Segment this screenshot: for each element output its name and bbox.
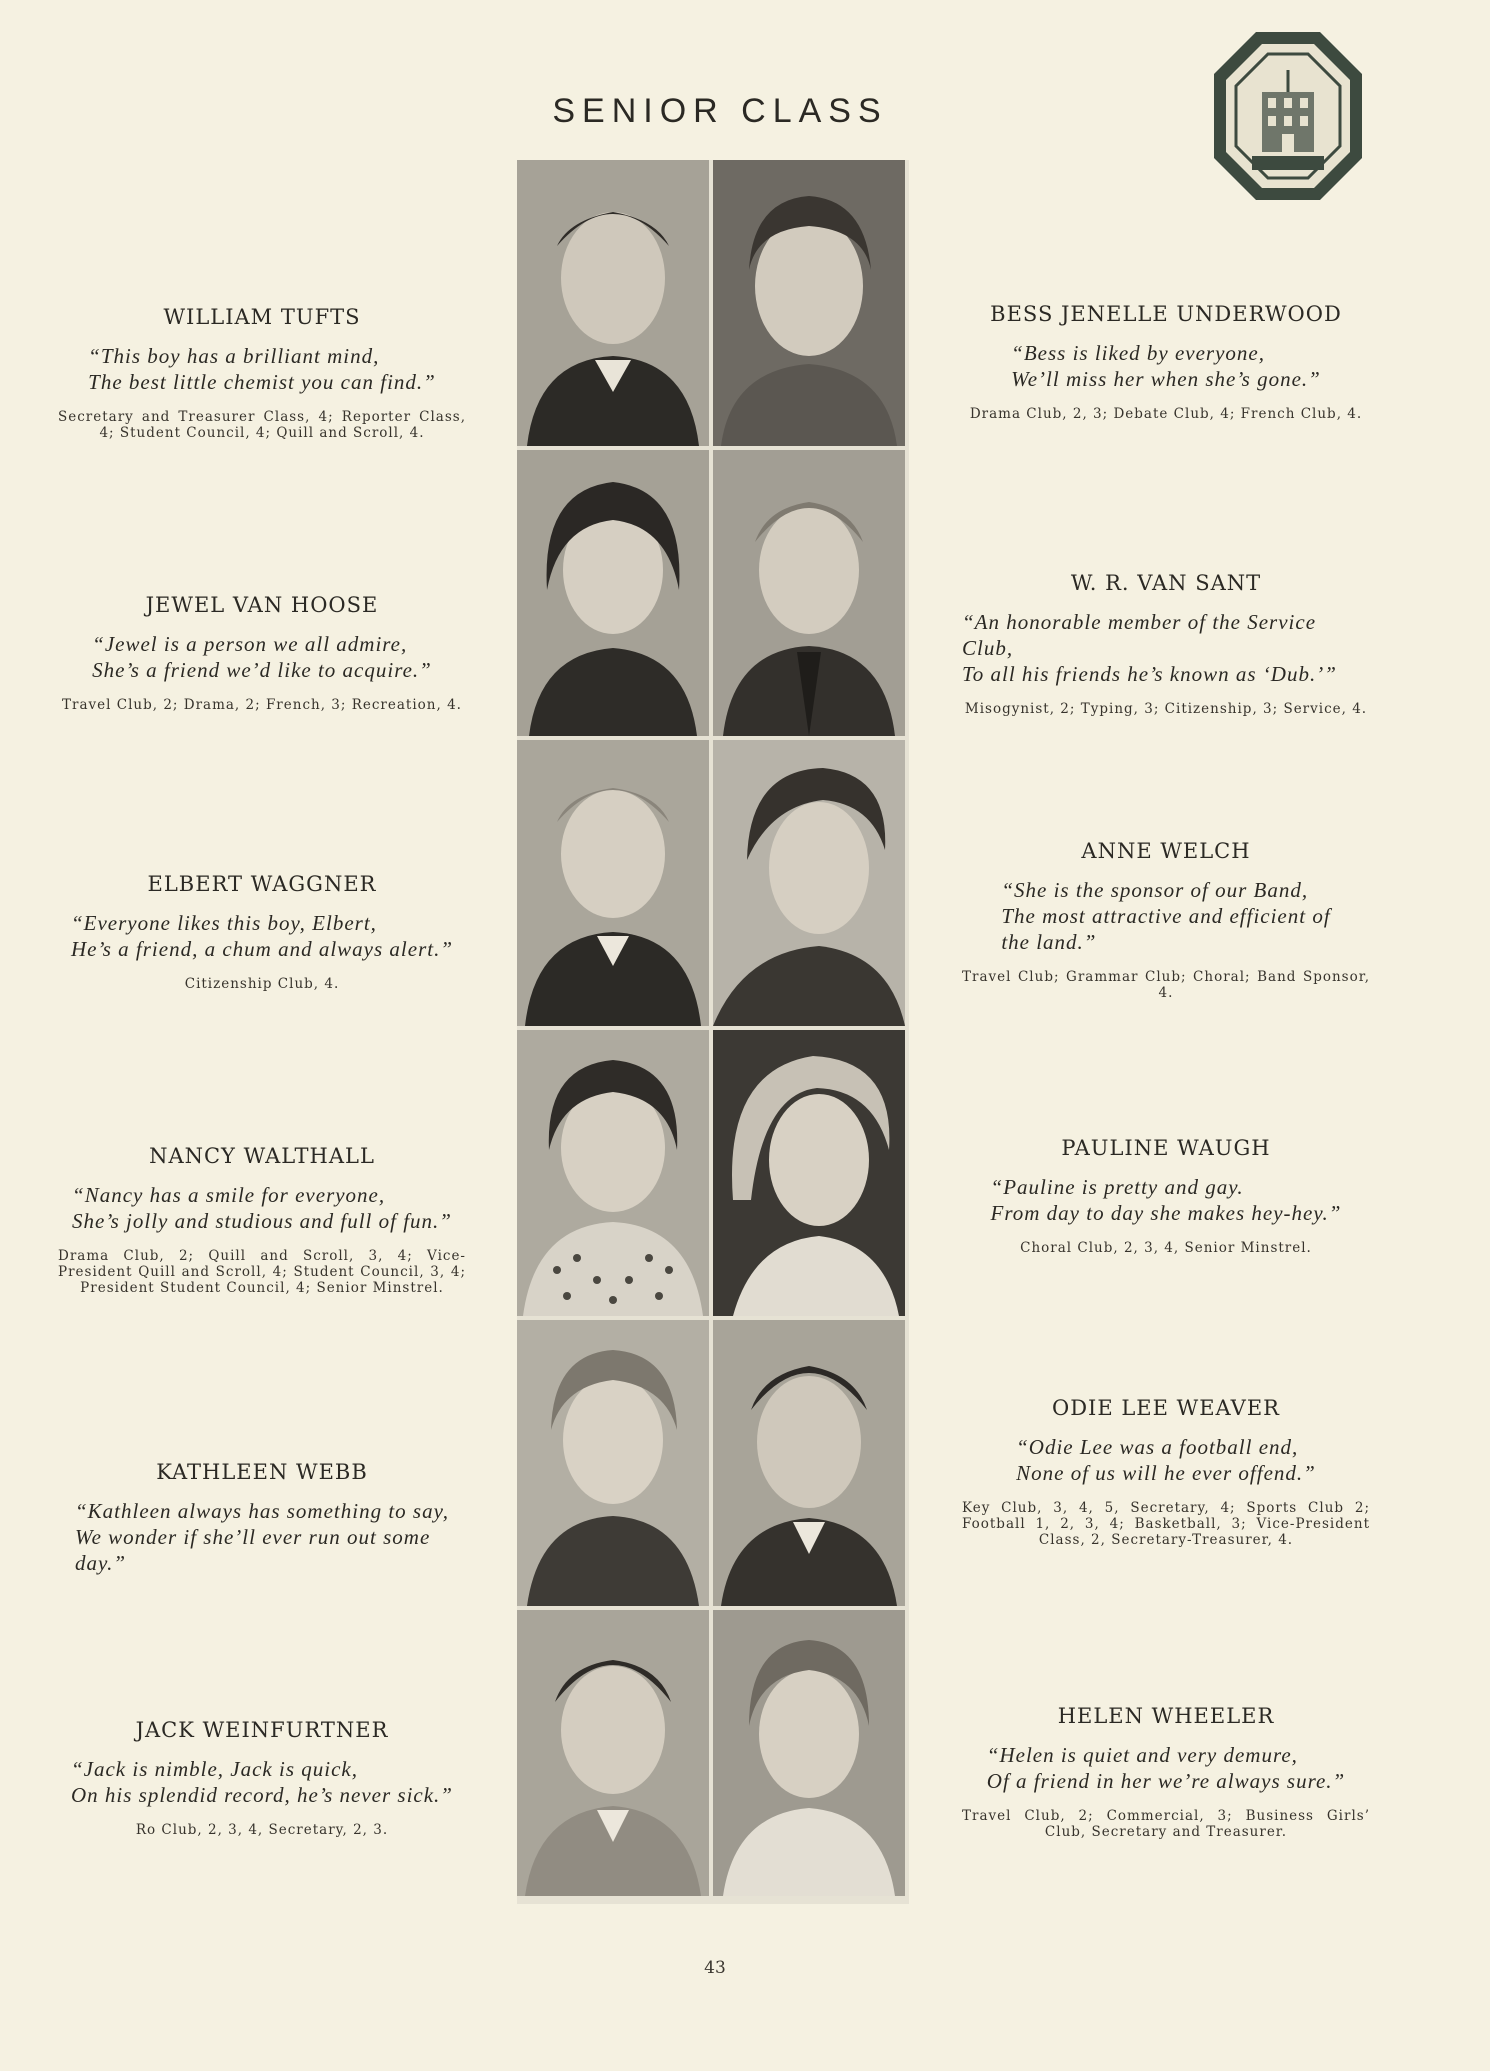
senior-verse: “Nancy has a smile for everyone, She’s jolly and studious and full of fun.” [72, 1183, 452, 1233]
senior-name: BESS JENELLE UNDERWOOD [990, 302, 1342, 326]
senior-entry-bess-jenelle-underwood [962, 302, 1370, 422]
portrait-odie-lee-weaver [713, 1320, 905, 1606]
senior-entry-helen-wheeler [962, 1704, 1370, 1840]
senior-activities: Drama Club, 2, 3; Debate Club, 4; French Club, 4. [969, 406, 1363, 422]
senior-entry-elbert-waggner [58, 872, 466, 992]
portrait-jack-weinfurtner [517, 1610, 709, 1896]
senior-activities: Citizenship Club, 4. [184, 976, 340, 992]
page-title: SENIOR CLASS [552, 92, 888, 130]
senior-name: ODIE LEE WEAVER [1052, 1396, 1280, 1420]
portrait-william-tufts [517, 160, 709, 446]
portrait-elbert-waggner [517, 740, 709, 1026]
senior-entry-kathleen-webb [58, 1460, 466, 1590]
senior-verse: “This boy has a brilliant mind, The best little chemist you can find.” [88, 344, 436, 394]
senior-name: ANNE WELCH [1081, 839, 1251, 863]
portrait-w-r-van-sant [713, 450, 905, 736]
senior-activities: Ro Club, 2, 3, 4, Secretary, 2, 3. [135, 1822, 389, 1838]
senior-name: KATHLEEN WEBB [156, 1460, 368, 1484]
senior-name: PAULINE WAUGH [1061, 1136, 1271, 1160]
senior-name: HELEN WHEELER [1057, 1704, 1275, 1728]
senior-entry-w-r-van-sant [962, 571, 1370, 717]
school-seal-emblem [1212, 30, 1364, 202]
senior-activities: Secretary and Treasurer Class, 4; Reporter Class, 4; Student Council, 4; Quill and Scroll, 4. [58, 409, 466, 441]
senior-activities: Choral Club, 2, 3, 4, Senior Minstrel. [1020, 1240, 1312, 1256]
senior-name: JEWEL VAN HOOSE [145, 593, 379, 617]
portrait-kathleen-webb [517, 1320, 709, 1606]
senior-entry-jewel-van-hoose [58, 593, 466, 713]
portrait-grid [517, 160, 909, 1904]
senior-verse: “She is the sponsor of our Band, The most attractive and efficient of the land.” [1001, 878, 1331, 954]
senior-activities: Travel Club; Grammar Club; Choral; Band Sponsor, 4. [962, 969, 1370, 1001]
portrait-jewel-van-hoose [517, 450, 709, 736]
portrait-anne-welch [713, 740, 905, 1026]
senior-activities: Travel Club, 2; Drama, 2; French, 3; Recreation, 4. [62, 697, 462, 713]
senior-entry-pauline-waugh [962, 1136, 1370, 1256]
senior-entry-nancy-walthall [58, 1144, 466, 1296]
senior-entry-jack-weinfurtner [58, 1718, 466, 1838]
senior-activities: Misogynist, 2; Typing, 3; Citizenship, 3; Service, 4. [964, 701, 1368, 717]
senior-entry-william-tufts [58, 305, 466, 441]
senior-verse: “Pauline is pretty and gay. From day to day she makes hey-hey.” [990, 1175, 1342, 1225]
senior-verse: “Everyone likes this boy, Elbert, He’s a friend, a chum and always alert.” [70, 911, 454, 961]
senior-entry-anne-welch [962, 839, 1370, 1001]
senior-name: WILLIAM TUFTS [163, 305, 361, 329]
senior-verse: “Odie Lee was a football end, None of us will he ever offend.” [1016, 1435, 1316, 1485]
senior-name: NANCY WALTHALL [149, 1144, 375, 1168]
portrait-pauline-waugh [713, 1030, 905, 1316]
portrait-bess-jenelle-underwood [713, 160, 905, 446]
senior-verse: “Jack is nimble, Jack is quick, On his splendid record, he’s never sick.” [70, 1757, 453, 1807]
senior-verse: “Jewel is a person we all admire, She’s a friend we’d like to acquire.” [92, 632, 432, 682]
school-seal [1212, 30, 1364, 202]
senior-verse: “Helen is quiet and very demure, Of a friend in her we’re always sure.” [986, 1743, 1346, 1793]
senior-entry-odie-lee-weaver [962, 1396, 1370, 1548]
portrait-nancy-walthall [517, 1030, 709, 1316]
page-number: 43 [704, 1958, 726, 1978]
senior-activities: Travel Club, 2; Commercial, 3; Business Girls’ Club, Secretary and Treasurer. [962, 1808, 1370, 1840]
senior-verse: “Bess is liked by everyone, We’ll miss her when she’s gone.” [1011, 341, 1321, 391]
senior-name: ELBERT WAGGNER [147, 872, 377, 896]
portrait-helen-wheeler [713, 1610, 905, 1896]
senior-name: W. R. VAN SANT [1070, 571, 1262, 595]
senior-verse: “An honorable member of the Service Club, To all his friends he’s known as ‘Dub.’” [962, 610, 1337, 686]
senior-verse: “Kathleen always has something to say, We wonder if she’ll ever run out some day.” [75, 1499, 449, 1575]
senior-activities: Drama Club, 2; Quill and Scroll, 3, 4; Vice-President Quill and Scroll, 4; Student Council, 3, 4; President Student Council, 4; Senior Minstrel. [58, 1248, 466, 1296]
senior-activities: Key Club, 3, 4, 5, Secretary, 4; Sports Club 2; Football 1, 2, 3, 4; Basketball, 3; Vice-President Class, 2, Secretary-Treasurer, 4. [962, 1500, 1370, 1548]
senior-name: JACK WEINFURTNER [135, 1718, 389, 1742]
